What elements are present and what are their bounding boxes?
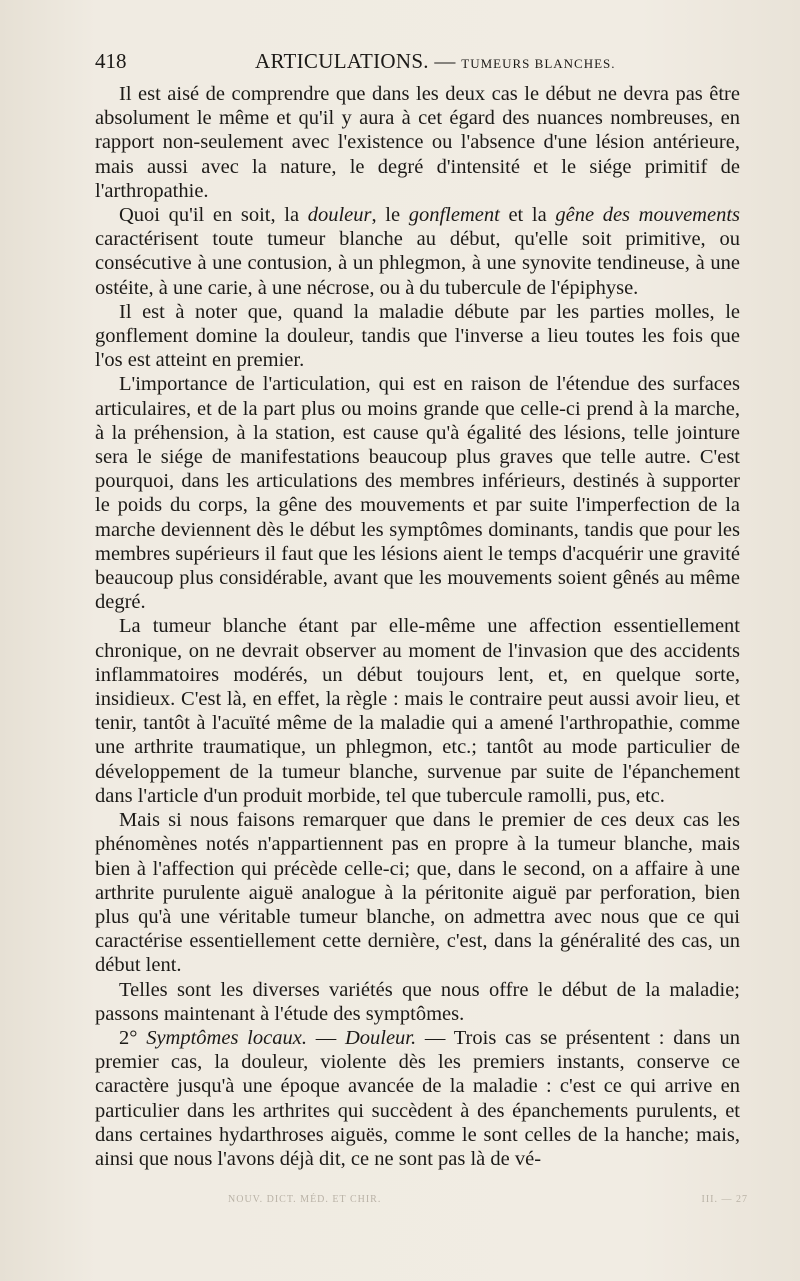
section-heading: Symptômes locaux.	[146, 1026, 307, 1049]
section-paragraph: 2° Symptômes locaux. — Douleur. — Trois cas se présentent : dans un premier cas, la douleur, violente dès les premiers instants, conserve ce caractère jusqu'à une époque avancée de la maladie : c'est ce qui arrive en particulier dans les arthrites qui succèdent à des épanchements purulents, et dans certaines hydarthroses aiguës, comme le sont celles de la hanche; mais, ainsi que nous l'avons déjà dit, ce ne sont pas là de vé-	[95, 1026, 741, 1170]
paragraph: Il est aisé de comprendre que dans les deux cas le début ne devra pas être absolument le même et qu'il y aura à cet égard des nuances nombreuses, en rapport non-seulement avec l'existence ou l'absence d'une lésion antérieure, mais aussi avec la nature, le degré d'intensité et le siége primitif de l'arthropathie.	[95, 83, 740, 202]
paragraph: Quoi qu'il en soit, la douleur, le gonflement et la gêne des mouvements caractérisent toute tumeur blanche au début, qu'elle soit primitive, ou consécutive à une contusion, à un phlegmon, à une synovite tendineuse, à une ostéite, à une carie, à une nécrose, ou à du tubercule de l'épiphyse.	[95, 204, 740, 299]
paragraph: Mais si nous faisons remarquer que dans le premier de ces deux cas les phénomènes notés n'appartiennent pas en propre à la tumeur blanche, mais bien à l'affection qui précède celle-ci; que, dans le second, on a affaire à une arthrite purulente aiguë analogue à la péritonite aiguë par perforation, bien plus qu'à une véritable tumeur blanche, on admettra avec nous que ce qui caractérise essentiellement cette dernière, c'est, dans la généralité des cas, un début lent.	[95, 809, 740, 977]
paragraph: L'importance de l'articulation, qui est en raison de l'étendue des surfaces articulaires, et de la part plus ou moins grande que celle-ci prend à la marche, à la préhension, à la station, est cause qu'à égalité des lésions, telle jointure sera le siége de manifestations beaucoup plus graves que telle autre. C'est pourquoi, dans les articulations des membres inférieurs, destinés à supporter le poids du corps, la gêne des mouvements et par suite l'imperfection de la marche deviennent dès le début les symptômes dominants, tandis que pour les membres supérieurs il faut que les lésions aient le temps d'acquérir une gravité beaucoup plus considérable, avant que les mouvements soient gênés au même degré.	[95, 373, 740, 614]
running-header	[95, 46, 740, 76]
paragraph: Telles sont les diverses variétés que nous offre le début de la maladie; passons maintenant à l'étude des symptômes.	[95, 978, 740, 1025]
paragraph: La tumeur blanche étant par elle-même une affection essentiellement chronique, on ne devrait observer au moment de l'invasion que des accidents inflammatoires modérés, un début toujours lent, et, en quelque sorte, insidieux. C'est là, en effet, la règle : mais le contraire peut aussi avoir lieu, et tenir, tantôt à l'acuïté même de la maladie qui a amené l'arthropathie, comme une arthrite traumatique, un phlegmon, etc.; tantôt au mode particulier de développement de la tumeur blanche, survenue par suite de l'épanchement dans l'article d'un produit morbide, tel que tubercule ramolli, pus, etc.	[95, 615, 740, 807]
section-subheading: Douleur.	[344, 1026, 417, 1049]
running-title: ARTICULATIONS. — TUMEURS BLANCHES.	[255, 49, 616, 73]
running-subtitle: TUMEURS BLANCHES.	[461, 56, 616, 71]
faded-footer-signature: NOUV. DICT. MÉD. ET CHIR. III. — 27	[228, 1194, 748, 1205]
section-number: 2°	[119, 1026, 138, 1049]
text-body	[95, 82, 740, 1171]
page-number: 418	[95, 49, 127, 73]
paragraph: Il est à noter que, quand la maladie débute par les parties molles, le gonflement domine la douleur, tandis que l'inverse a lieu toutes les fois que l'os est atteint en premier.	[95, 300, 740, 372]
